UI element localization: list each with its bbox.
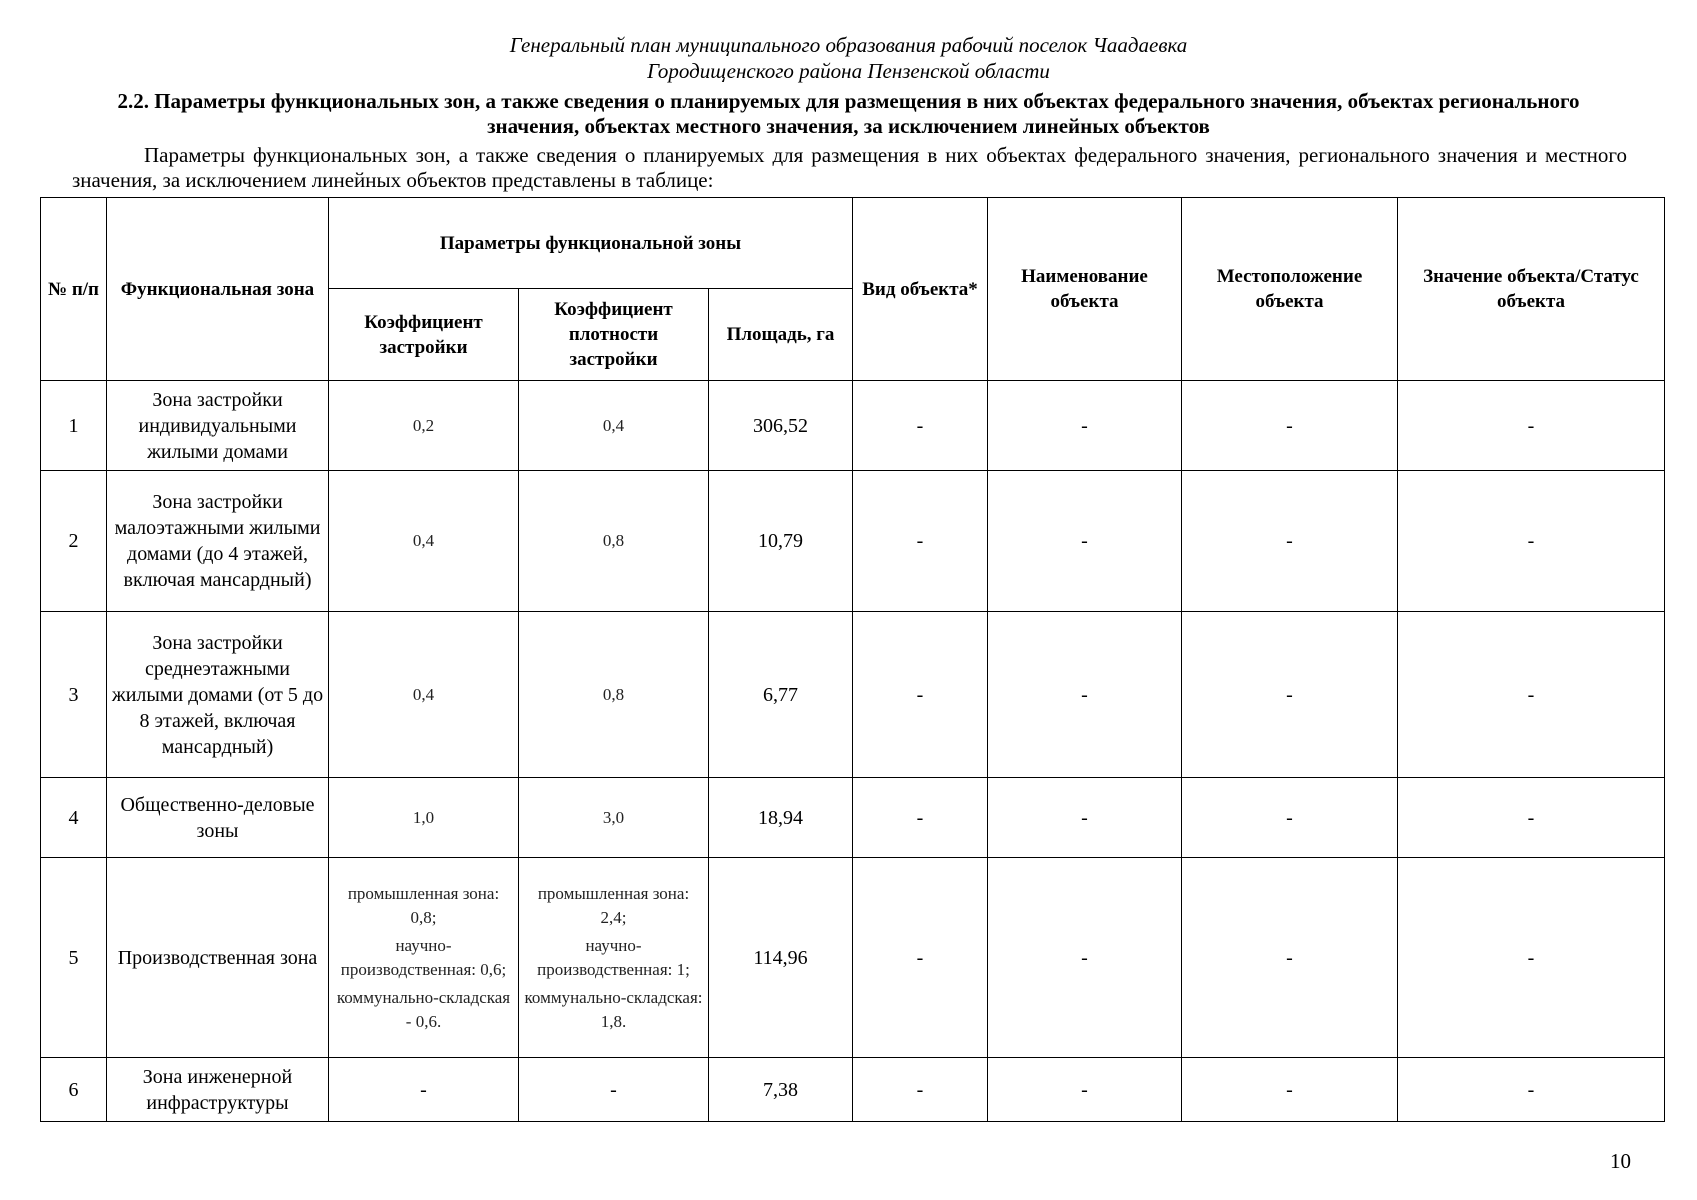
cell-object-status: - (1398, 858, 1665, 1058)
cell-num: 2 (41, 471, 107, 612)
cell-area: 114,96 (709, 858, 853, 1058)
cell-object-status: - (1398, 1058, 1665, 1122)
coef-build-communal: коммунально-складская - 0,6. (336, 987, 511, 1031)
cell-object-name: - (988, 381, 1182, 471)
coef-build-industrial: промышленная зона: 0,8; (347, 883, 500, 927)
cell-object-type: - (853, 858, 988, 1058)
cell-object-type: - (853, 778, 988, 858)
cell-area: 306,52 (709, 381, 853, 471)
cell-coef-density: 3,0 (519, 778, 709, 858)
cell-zone: Зона инженерной инфраструктуры (107, 1058, 329, 1122)
cell-object-name: - (988, 1058, 1182, 1122)
coef-density-research: научно-производственная: 1; (537, 935, 690, 979)
cell-coef-density: 0,8 (519, 471, 709, 612)
header-object-location: Местоположение объекта (1182, 198, 1398, 381)
cell-coef-density: - (519, 1058, 709, 1122)
cell-zone: Зона застройки малоэтажными жилыми домами (до 4 этажей, включая мансардный) (107, 471, 329, 612)
cell-num: 6 (41, 1058, 107, 1122)
cell-zone: Зона застройки среднеэтажными жилыми домами (от 5 до 8 этажей, включая мансардный) (107, 612, 329, 778)
cell-object-location: - (1182, 858, 1398, 1058)
table-row (41, 778, 1665, 858)
cell-zone: Зона застройки индивидуальными жилыми домами (107, 381, 329, 471)
cell-object-name: - (988, 858, 1182, 1058)
cell-object-status: - (1398, 471, 1665, 612)
cell-area: 7,38 (709, 1058, 853, 1122)
cell-zone: Общественно-деловые зоны (107, 778, 329, 858)
cell-object-type: - (853, 471, 988, 612)
header-coef-density: Коэффициент плотности застройки (519, 289, 709, 381)
table-row (41, 1058, 1665, 1122)
cell-coef-density: 0,8 (519, 612, 709, 778)
cell-area: 6,77 (709, 612, 853, 778)
cell-coef-build: 0,2 (329, 381, 519, 471)
cell-object-status: - (1398, 612, 1665, 778)
cell-object-status: - (1398, 778, 1665, 858)
cell-coef-build: 0,4 (329, 471, 519, 612)
header-num: № п/п (41, 198, 107, 381)
intro-paragraph: Параметры функциональных зон, а также сведения о планируемых для размещения в них объектах федерального значения, регионального значения и местного значения, за исключением линейных объектов представлены в таблице: (72, 143, 1627, 192)
cell-area: 10,79 (709, 471, 853, 612)
cell-coef-build: 1,0 (329, 778, 519, 858)
header-area: Площадь, га (709, 289, 853, 381)
cell-coef-density: 0,4 (519, 381, 709, 471)
cell-num: 5 (41, 858, 107, 1058)
cell-coef-build (329, 858, 519, 1058)
document-header (0, 32, 1697, 84)
header-params: Параметры функциональной зоны (329, 198, 853, 289)
coef-density-communal: коммунально-складская: 1,8. (524, 987, 703, 1031)
header-object-status: Значение объекта/Статус объекта (1398, 198, 1665, 381)
table-row (41, 381, 1665, 471)
functional-zones-table (40, 197, 1665, 1122)
cell-num: 1 (41, 381, 107, 471)
cell-object-type: - (853, 381, 988, 471)
cell-object-location: - (1182, 381, 1398, 471)
table-row (41, 858, 1665, 1058)
cell-object-name: - (988, 612, 1182, 778)
cell-object-name: - (988, 471, 1182, 612)
header-coef-build: Коэффициент застройки (329, 289, 519, 381)
cell-object-name: - (988, 778, 1182, 858)
cell-object-location: - (1182, 1058, 1398, 1122)
cell-zone: Производственная зона (107, 858, 329, 1058)
cell-object-type: - (853, 612, 988, 778)
section-title: 2.2. Параметры функциональных зон, а также сведения о планируемых для размещения в них объектах федерального значения, объектах регионального значения, объектах местного значения, за исключением линейных объектов (117, 89, 1580, 138)
cell-coef-build: - (329, 1058, 519, 1122)
header-object-name: Наименование объекта (988, 198, 1182, 381)
coef-density-industrial: промышленная зона: 2,4; (537, 883, 690, 927)
header-zone: Функциональная зона (107, 198, 329, 381)
table-row (41, 612, 1665, 778)
cell-area: 18,94 (709, 778, 853, 858)
cell-object-type: - (853, 1058, 988, 1122)
cell-coef-build: 0,4 (329, 612, 519, 778)
header-object-type: Вид объекта* (853, 198, 988, 381)
cell-num: 3 (41, 612, 107, 778)
page-number: 10 (1610, 1149, 1631, 1173)
cell-object-location: - (1182, 471, 1398, 612)
header-line-1: Генеральный план муниципального образования рабочий поселок Чаадаевка (509, 33, 1188, 57)
coef-build-research: научно-производственная: 0,6; (340, 935, 507, 979)
cell-object-location: - (1182, 778, 1398, 858)
header-line-2: Городищенского района Пензенской области (647, 59, 1050, 83)
cell-object-status: - (1398, 381, 1665, 471)
cell-object-location: - (1182, 612, 1398, 778)
cell-coef-density (519, 858, 709, 1058)
cell-num: 4 (41, 778, 107, 858)
table-row (41, 471, 1665, 612)
